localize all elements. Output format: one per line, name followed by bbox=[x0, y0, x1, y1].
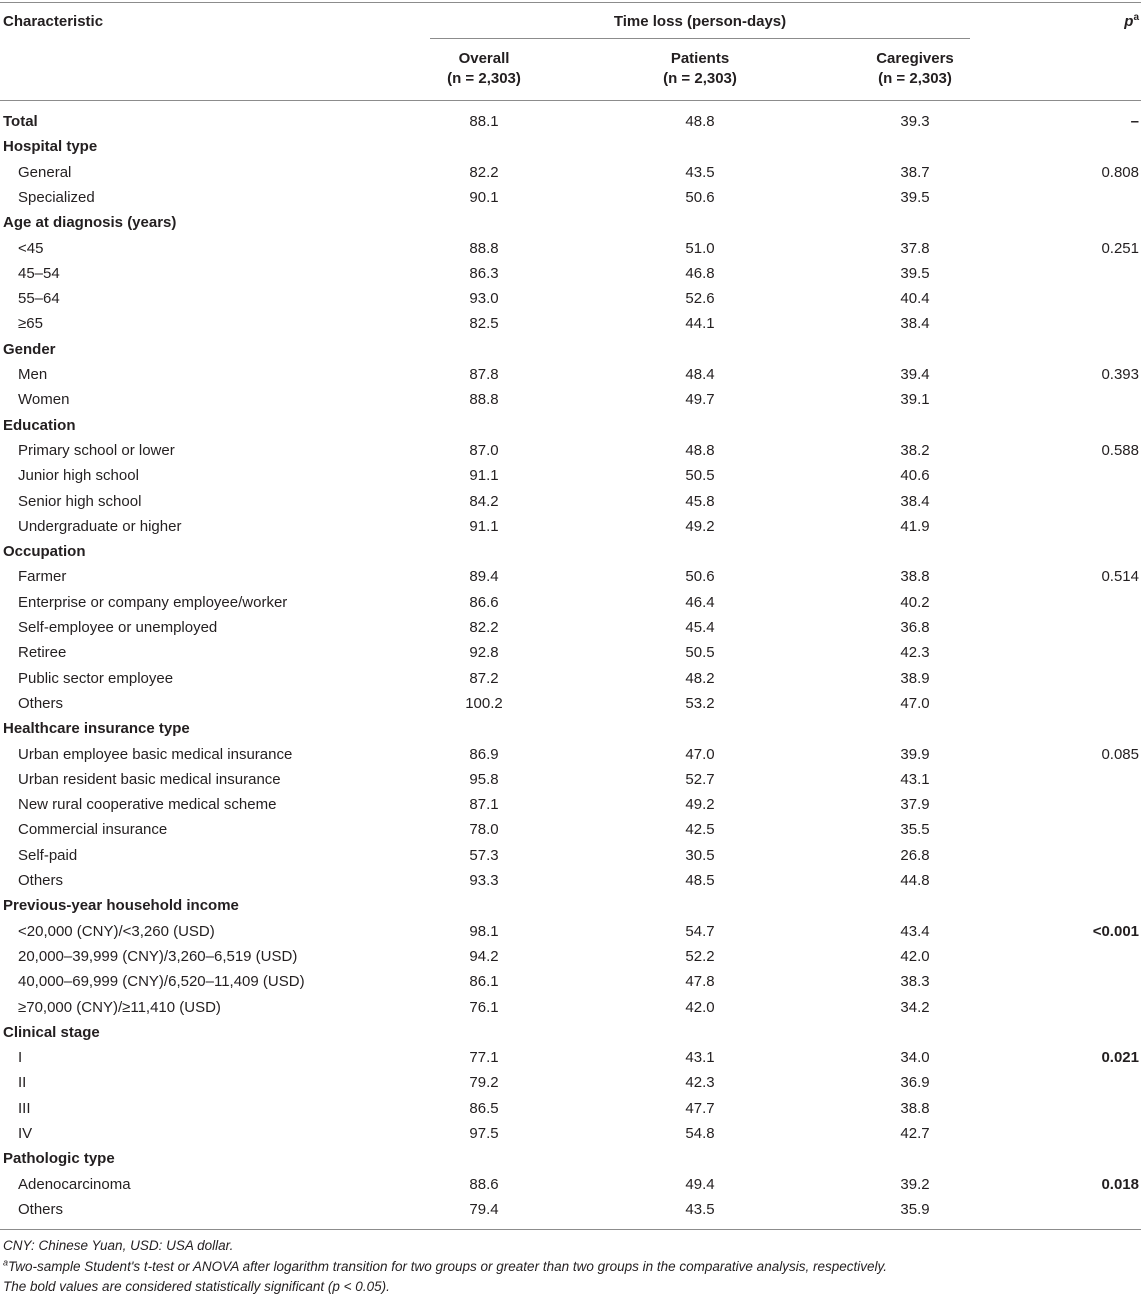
cell-patients: 47.7 bbox=[685, 1099, 715, 1117]
cell-overall: 88.1 bbox=[469, 113, 499, 130]
group-label: Previous-year household income bbox=[3, 897, 239, 915]
group-label: Education bbox=[3, 416, 76, 434]
cell-overall: 57.3 bbox=[469, 846, 499, 864]
cell-caregivers: 47.0 bbox=[900, 694, 930, 712]
cell-overall: 78.0 bbox=[469, 821, 499, 839]
cell-caregivers: 38.4 bbox=[900, 315, 930, 333]
row-label: Others bbox=[18, 872, 64, 889]
footnote-a-sup: a bbox=[3, 1257, 9, 1268]
group-label: Occupation bbox=[3, 543, 86, 561]
cell-patients: 53.2 bbox=[685, 694, 715, 712]
row-label: Adenocarcinoma bbox=[18, 1175, 131, 1193]
row-label: IV bbox=[18, 1125, 33, 1142]
row-label: 40,000–69,999 (CNY)/6,520–11,409 (USD) bbox=[18, 973, 305, 991]
cell-patients: 49.2 bbox=[685, 796, 715, 814]
header-p-label: p bbox=[1124, 13, 1134, 30]
cell-caregivers: 26.8 bbox=[900, 846, 930, 864]
cell-caregivers: 34.2 bbox=[900, 998, 930, 1016]
cell-overall: 79.2 bbox=[469, 1074, 499, 1092]
group-label: Gender bbox=[3, 340, 56, 358]
row-label: ≥70,000 (CNY)/≥11,410 (USD) bbox=[18, 998, 221, 1016]
row-label: Men bbox=[18, 366, 48, 383]
cell-p-value: 0.588 bbox=[1101, 441, 1139, 459]
footnote-bold: The bold values are considered statistically significant (p < 0.05). bbox=[3, 1279, 390, 1294]
header-overall-n: (n = 2,303) bbox=[447, 70, 521, 87]
cell-patients: 50.6 bbox=[685, 568, 715, 586]
cell-overall: 87.8 bbox=[469, 366, 499, 383]
bottom-rule bbox=[0, 1229, 1141, 1230]
cell-caregivers: 39.1 bbox=[900, 391, 930, 409]
row-label: III bbox=[18, 1099, 31, 1117]
cell-patients: 45.8 bbox=[685, 492, 715, 510]
row-label: <45 bbox=[18, 239, 44, 257]
cell-overall: 90.1 bbox=[469, 188, 499, 206]
row-label: 55–64 bbox=[18, 290, 60, 308]
cell-patients: 50.6 bbox=[685, 188, 715, 206]
cell-caregivers: 38.2 bbox=[900, 441, 930, 459]
cell-overall: 92.8 bbox=[469, 644, 499, 662]
row-label: Farmer bbox=[18, 568, 67, 586]
cell-overall: 87.0 bbox=[469, 441, 499, 459]
cell-caregivers: 36.8 bbox=[900, 619, 930, 636]
cell-overall: 91.1 bbox=[469, 517, 499, 535]
cell-overall: 100.2 bbox=[465, 694, 503, 712]
cell-patients: 45.4 bbox=[685, 619, 715, 636]
header-p bbox=[1124, 13, 1139, 31]
cell-patients: 42.3 bbox=[685, 1074, 715, 1092]
cell-caregivers: 43.4 bbox=[900, 922, 930, 940]
cell-patients: 44.1 bbox=[685, 315, 715, 333]
group-label: Healthcare insurance type bbox=[3, 720, 190, 738]
cell-patients: 49.7 bbox=[685, 391, 715, 409]
cell-caregivers: 38.9 bbox=[900, 669, 930, 687]
header-overall: Overall bbox=[458, 50, 510, 67]
cell-patients: 48.5 bbox=[685, 872, 715, 889]
cell-p-value: 0.018 bbox=[1101, 1175, 1139, 1193]
cell-caregivers: 38.3 bbox=[900, 973, 930, 991]
row-label: Women bbox=[18, 391, 70, 409]
cell-p-value: 0.021 bbox=[1101, 1049, 1139, 1067]
cell-patients: 48.8 bbox=[685, 113, 715, 130]
cell-patients: 48.2 bbox=[685, 669, 715, 687]
cell-patients: 42.5 bbox=[685, 821, 715, 839]
top-rule bbox=[0, 2, 1141, 3]
cell-overall: 76.1 bbox=[469, 998, 499, 1016]
cell-patients: 50.5 bbox=[685, 644, 715, 662]
cell-overall: 88.8 bbox=[469, 239, 499, 257]
cell-caregivers: 41.9 bbox=[900, 517, 930, 535]
cell-patients: 48.4 bbox=[685, 366, 715, 383]
cell-patients: 54.8 bbox=[685, 1125, 715, 1142]
cell-caregivers: 42.7 bbox=[900, 1125, 930, 1142]
row-label: Commercial insurance bbox=[18, 821, 168, 839]
group-label: Age at diagnosis (years) bbox=[3, 214, 177, 232]
row-label: 20,000–39,999 (CNY)/3,260–6,519 (USD) bbox=[18, 947, 298, 965]
header-characteristic: Characteristic bbox=[3, 13, 104, 30]
cell-overall: 84.2 bbox=[469, 492, 499, 510]
cell-overall: 88.6 bbox=[469, 1175, 499, 1193]
footnote-abbreviations: CNY: Chinese Yuan, USD: USA dollar. bbox=[3, 1238, 234, 1253]
row-label: Junior high school bbox=[18, 467, 139, 485]
cell-patients: 52.7 bbox=[685, 770, 715, 788]
row-label: Self-employee or unemployed bbox=[18, 619, 218, 636]
cell-caregivers: 37.9 bbox=[900, 796, 930, 814]
cell-overall: 95.8 bbox=[469, 770, 499, 788]
cell-overall: 98.1 bbox=[469, 922, 499, 940]
cell-caregivers: 38.7 bbox=[900, 163, 930, 181]
cell-patients: 46.8 bbox=[685, 264, 715, 282]
cell-caregivers: 39.9 bbox=[900, 745, 930, 763]
header-patients: Patients bbox=[670, 50, 730, 67]
cell-caregivers: 42.3 bbox=[900, 644, 930, 662]
cell-caregivers: 40.2 bbox=[900, 593, 930, 611]
row-label: Others bbox=[18, 694, 64, 712]
cell-patients: 49.4 bbox=[685, 1175, 715, 1193]
cell-overall: 87.1 bbox=[469, 796, 499, 814]
cell-overall: 82.5 bbox=[469, 315, 499, 333]
cell-patients: 51.0 bbox=[685, 239, 715, 257]
cell-overall: 89.4 bbox=[469, 568, 499, 586]
cell-overall: 86.1 bbox=[469, 973, 499, 991]
cell-overall: 97.5 bbox=[469, 1125, 499, 1142]
cell-overall: 87.2 bbox=[469, 669, 499, 687]
cell-caregivers: 43.1 bbox=[900, 770, 930, 788]
header-p-sup: a bbox=[1133, 12, 1139, 23]
row-label: Urban employee basic medical insurance bbox=[18, 745, 293, 763]
cell-overall: 77.1 bbox=[469, 1049, 499, 1067]
header-patients-n: (n = 2,303) bbox=[663, 70, 737, 87]
row-label: General bbox=[18, 163, 72, 181]
row-label: ≥65 bbox=[18, 315, 43, 333]
header-rule bbox=[0, 100, 1141, 101]
row-label: New rural cooperative medical scheme bbox=[18, 796, 277, 814]
cell-overall: 82.2 bbox=[469, 163, 499, 181]
row-label: II bbox=[18, 1074, 27, 1092]
row-label: Primary school or lower bbox=[18, 441, 175, 459]
cell-caregivers: 39.2 bbox=[900, 1175, 930, 1193]
cell-overall: 86.9 bbox=[469, 745, 499, 763]
cell-p-value: 0.251 bbox=[1101, 239, 1139, 257]
header-caregivers-n: (n = 2,303) bbox=[878, 70, 952, 87]
footnote-a bbox=[3, 1259, 887, 1275]
cell-patients: 46.4 bbox=[685, 593, 715, 611]
group-label: Total bbox=[3, 113, 38, 130]
cell-caregivers: 39.5 bbox=[900, 264, 930, 282]
cell-caregivers: 38.8 bbox=[900, 568, 930, 586]
cell-caregivers: 35.9 bbox=[900, 1200, 930, 1218]
cell-patients: 43.5 bbox=[685, 1200, 715, 1218]
cell-caregivers: 38.4 bbox=[900, 492, 930, 510]
time-loss-span-rule bbox=[430, 38, 970, 39]
cell-patients: 54.7 bbox=[685, 922, 715, 940]
cell-p-value: <0.001 bbox=[1092, 922, 1139, 940]
cell-p-value: 0.514 bbox=[1101, 568, 1139, 586]
header-time-loss: Time loss (person-days) bbox=[613, 13, 787, 30]
cell-caregivers: 38.8 bbox=[900, 1099, 930, 1117]
row-label: Urban resident basic medical insurance bbox=[18, 770, 281, 788]
footnote-a-text: Two-sample Student's t-test or ANOVA after logarithm transition for two groups or greater than two groups in the comparative analysis, respectively. bbox=[8, 1259, 887, 1274]
cell-patients: 43.1 bbox=[685, 1049, 715, 1067]
cell-overall: 79.4 bbox=[469, 1200, 499, 1218]
row-label: Public sector employee bbox=[18, 669, 174, 687]
cell-patients: 42.0 bbox=[685, 998, 715, 1016]
cell-patients: 52.6 bbox=[685, 290, 715, 308]
cell-overall: 91.1 bbox=[469, 467, 499, 485]
cell-caregivers: 42.0 bbox=[900, 947, 930, 965]
row-label: <20,000 (CNY)/<3,260 (USD) bbox=[18, 922, 215, 940]
row-label: Specialized bbox=[18, 188, 95, 206]
cell-overall: 82.2 bbox=[469, 619, 499, 636]
cell-caregivers: 36.9 bbox=[900, 1074, 930, 1092]
cell-caregivers: 40.4 bbox=[900, 290, 930, 308]
cell-caregivers: 40.6 bbox=[900, 467, 930, 485]
cell-p-value: 0.393 bbox=[1101, 366, 1139, 383]
header-caregivers: Caregivers bbox=[876, 50, 954, 67]
cell-caregivers: 39.5 bbox=[900, 188, 930, 206]
row-label: 45–54 bbox=[18, 264, 60, 282]
cell-patients: 52.2 bbox=[685, 947, 715, 965]
cell-p-value: – bbox=[1130, 113, 1139, 130]
cell-patients: 49.2 bbox=[685, 517, 715, 535]
group-label: Hospital type bbox=[3, 138, 98, 156]
row-label: Enterprise or company employee/worker bbox=[18, 593, 288, 611]
cell-patients: 47.8 bbox=[685, 973, 715, 991]
row-label: Self-paid bbox=[18, 846, 78, 864]
cell-patients: 47.0 bbox=[685, 745, 715, 763]
cell-overall: 94.2 bbox=[469, 947, 499, 965]
cell-caregivers: 34.0 bbox=[900, 1049, 930, 1067]
group-label: Clinical stage bbox=[3, 1023, 100, 1041]
row-label: Senior high school bbox=[18, 492, 142, 510]
cell-caregivers: 44.8 bbox=[900, 872, 930, 889]
row-label: Retiree bbox=[18, 644, 67, 662]
cell-caregivers: 39.3 bbox=[900, 113, 930, 130]
cell-overall: 86.3 bbox=[469, 264, 499, 282]
cell-patients: 48.8 bbox=[685, 441, 715, 459]
cell-overall: 86.5 bbox=[469, 1099, 499, 1117]
cell-patients: 30.5 bbox=[685, 846, 715, 864]
cell-p-value: 0.085 bbox=[1101, 745, 1139, 763]
cell-caregivers: 35.5 bbox=[900, 821, 930, 839]
cell-overall: 93.0 bbox=[469, 290, 499, 308]
row-label: Undergraduate or higher bbox=[18, 517, 182, 535]
cell-overall: 88.8 bbox=[469, 391, 499, 409]
cell-caregivers: 39.4 bbox=[900, 366, 930, 383]
cell-overall: 86.6 bbox=[469, 593, 499, 611]
cell-patients: 43.5 bbox=[685, 163, 715, 181]
group-label: Pathologic type bbox=[3, 1150, 115, 1168]
cell-caregivers: 37.8 bbox=[900, 239, 930, 257]
cell-p-value: 0.808 bbox=[1101, 163, 1139, 181]
cell-overall: 93.3 bbox=[469, 872, 499, 889]
row-label: Others bbox=[18, 1200, 64, 1218]
row-label: I bbox=[18, 1049, 23, 1067]
cell-patients: 50.5 bbox=[685, 467, 715, 485]
